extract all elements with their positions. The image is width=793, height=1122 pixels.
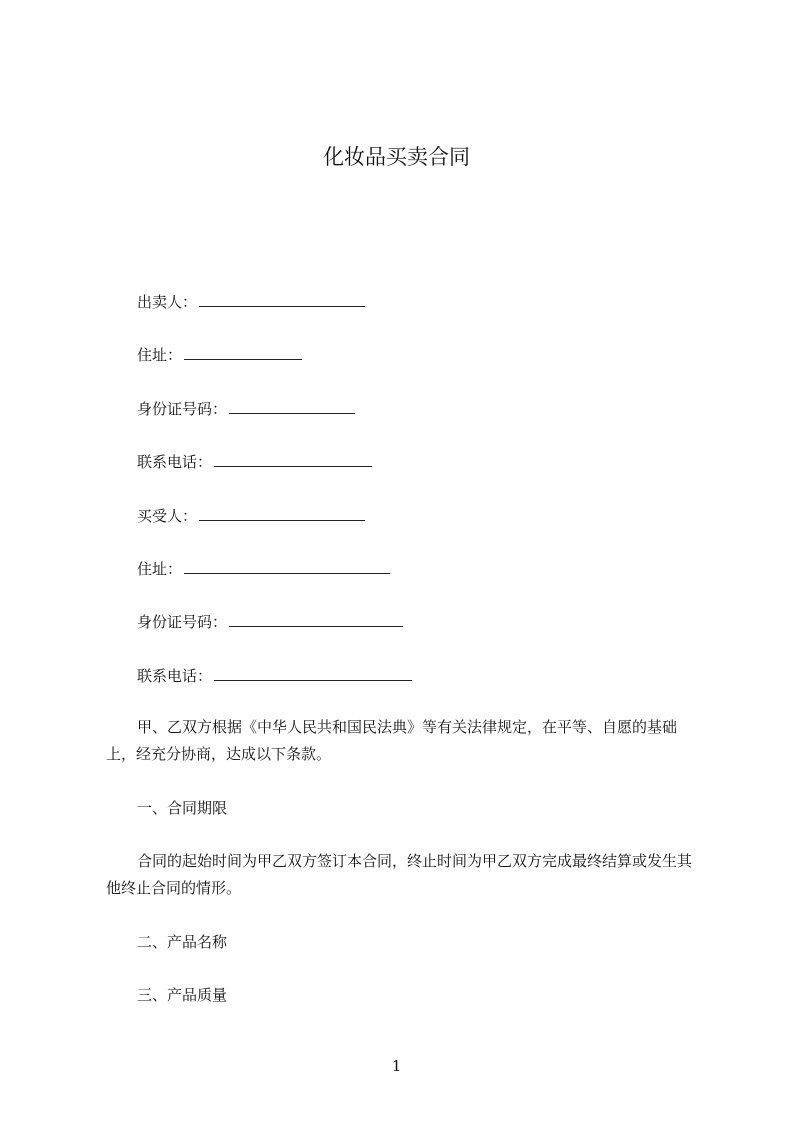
buyer-id-label: 身份证号码： (137, 613, 228, 631)
seller-address-blank (184, 345, 302, 360)
buyer-field (137, 506, 365, 526)
section-heading-product-name: 二、产品名称 (137, 933, 228, 951)
section-body-term: 合同的起始时间为甲乙双方签订本合同，终止时间为甲乙双方完成最终结算或发生其他终止合同的情形。 (106, 852, 693, 897)
seller-label: 出卖人： (137, 293, 198, 311)
buyer-label: 买受人： (137, 507, 198, 525)
seller-id-label: 身份证号码： (137, 400, 228, 418)
section-heading-product-quality: 三、产品质量 (137, 986, 228, 1004)
buyer-phone-field (137, 666, 412, 686)
buyer-address-label: 住址： (137, 560, 183, 578)
seller-phone-field (137, 452, 372, 472)
seller-phone-blank (214, 452, 372, 467)
buyer-address-blank (184, 559, 390, 574)
buyer-phone-blank (214, 666, 412, 681)
buyer-blank (199, 506, 365, 521)
intro-paragraph: 甲、乙双方根据《中华人民共和国民法典》等有关法律规定，在平等、自愿的基础上，经充分协商，达成以下条款。 (106, 718, 678, 763)
seller-phone-label: 联系电话： (137, 453, 213, 471)
seller-address-field (137, 345, 302, 365)
buyer-address-field (137, 559, 390, 579)
document-title: 化妆品买卖合同 (323, 145, 470, 169)
buyer-phone-label: 联系电话： (137, 667, 213, 685)
seller-field (137, 292, 365, 312)
buyer-id-blank (229, 612, 403, 627)
seller-address-label: 住址： (137, 346, 183, 364)
page-number: 1 (391, 1057, 402, 1075)
seller-blank (199, 292, 365, 307)
section-heading-term: 一、合同期限 (137, 799, 228, 817)
seller-id-blank (229, 399, 355, 414)
seller-id-field (137, 399, 355, 419)
buyer-id-field (137, 612, 403, 632)
